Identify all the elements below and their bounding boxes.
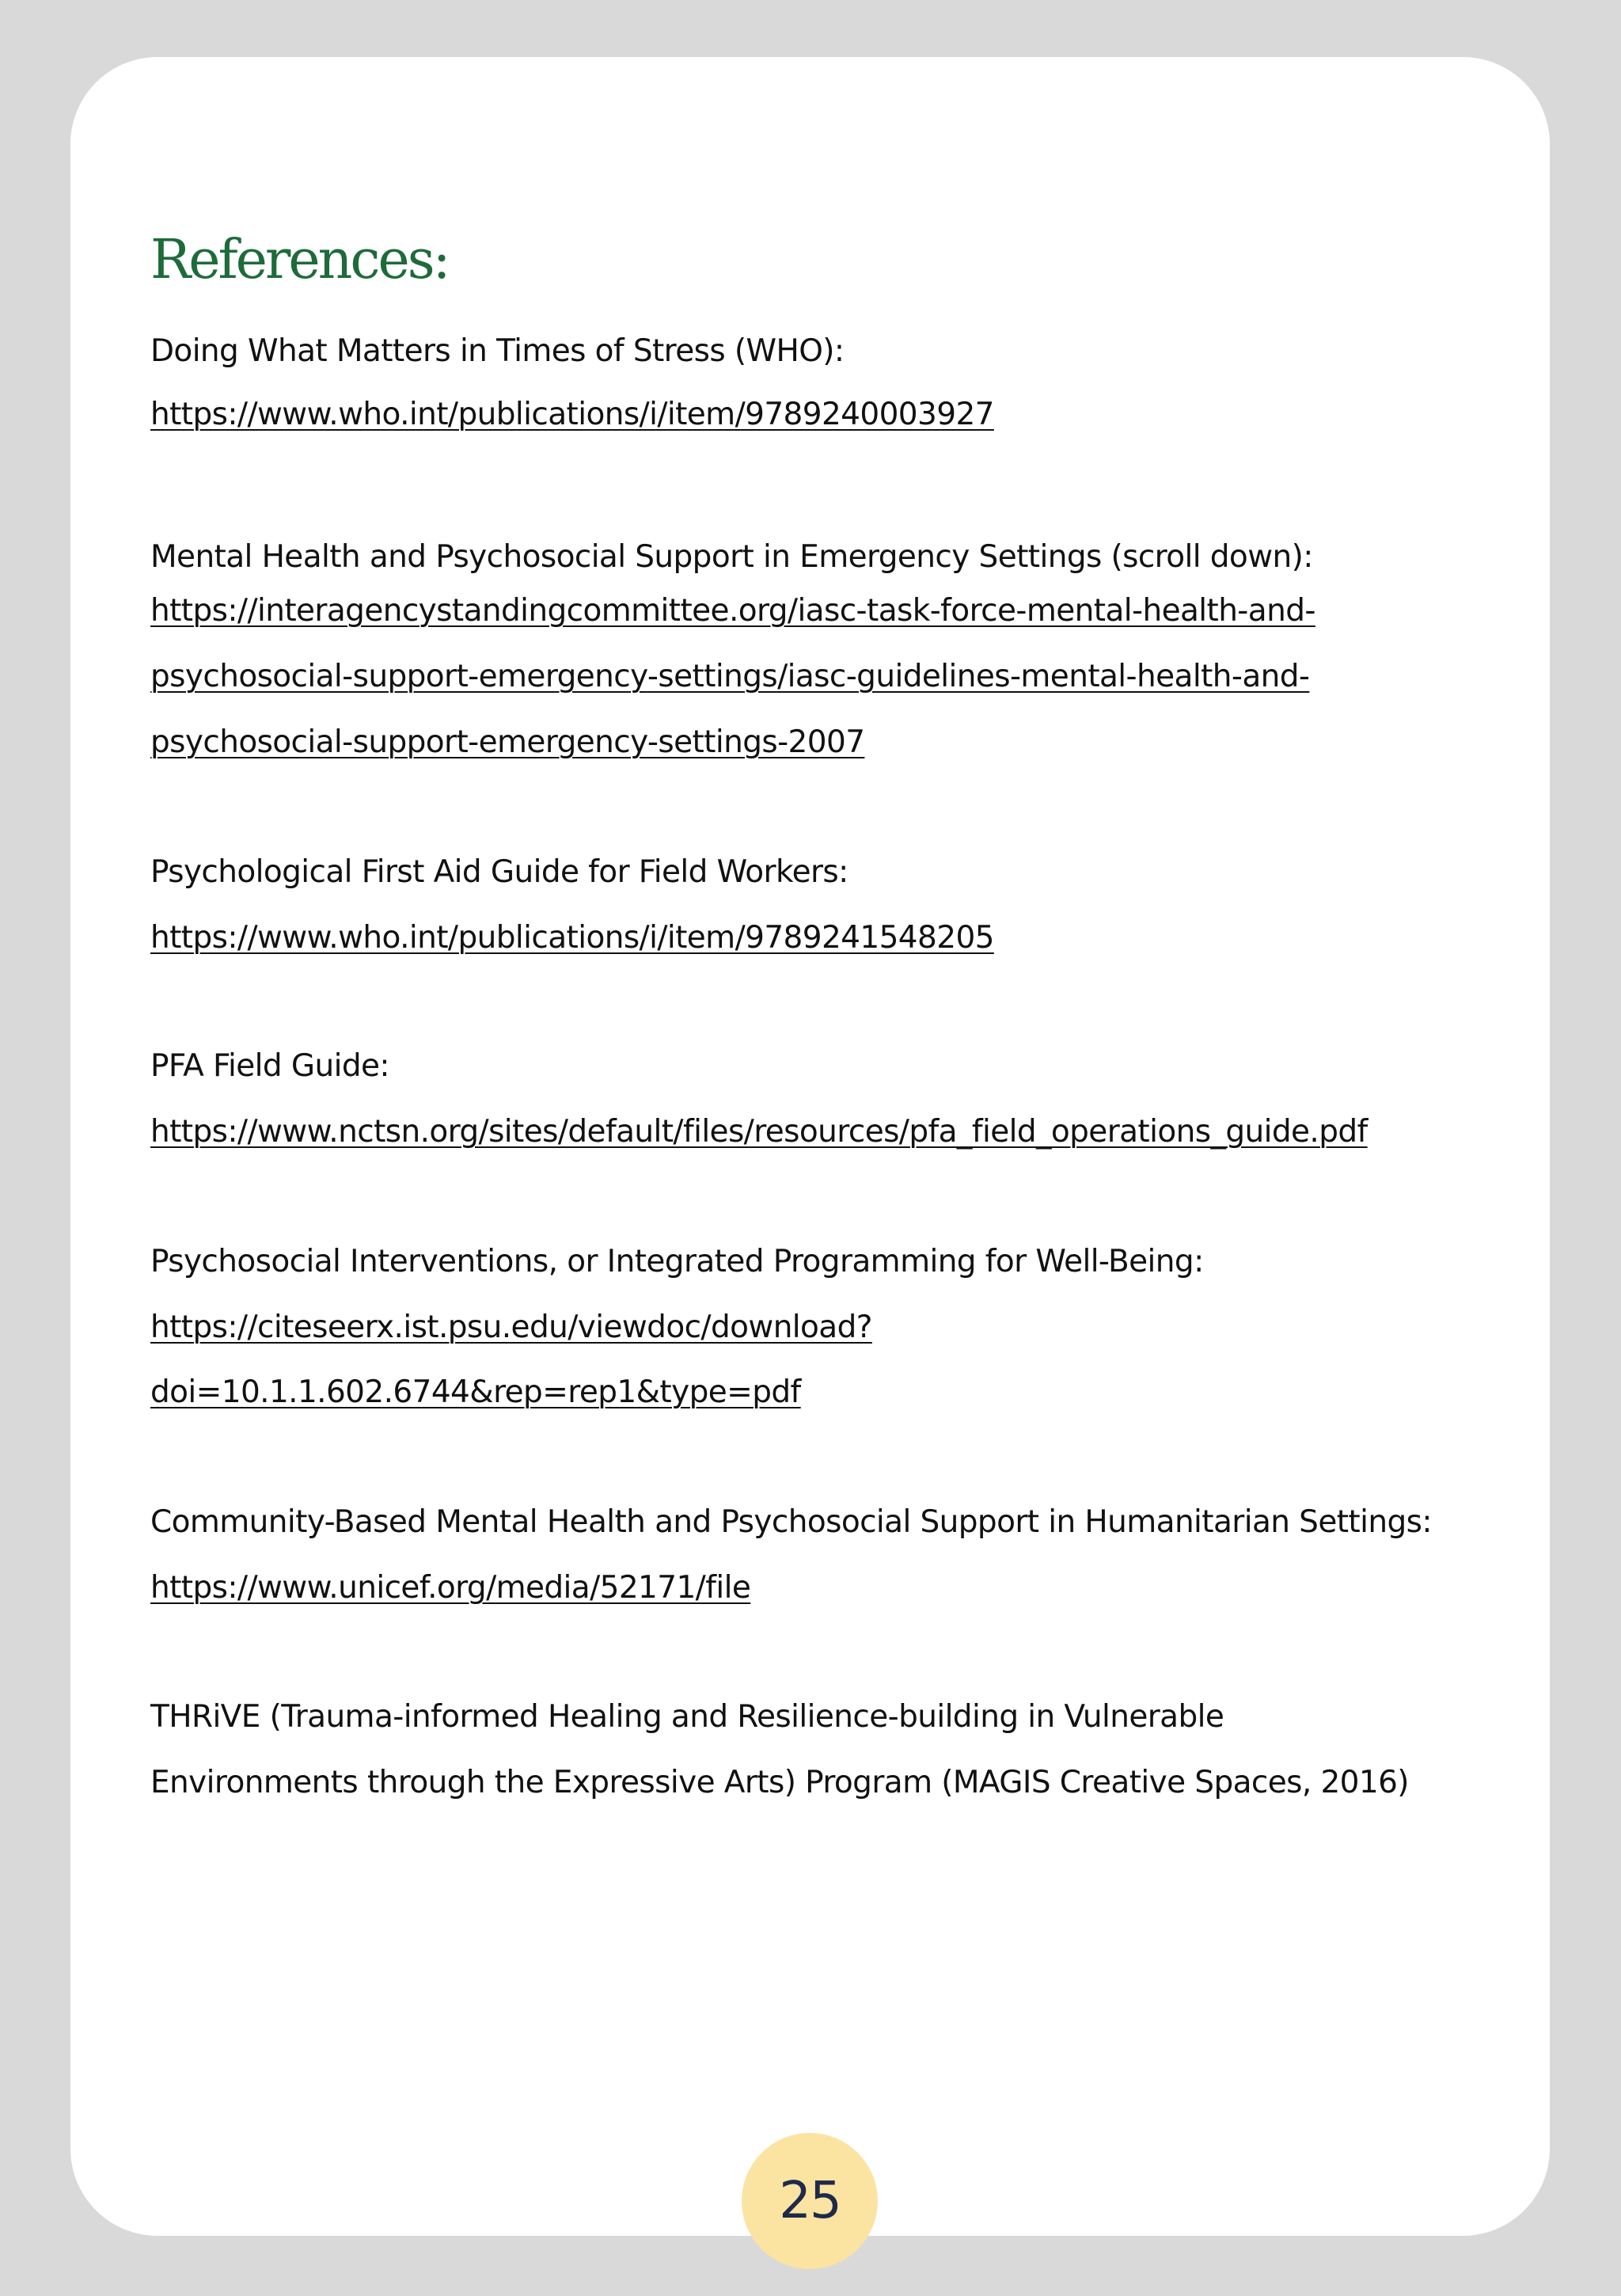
reference-link[interactable]: doi=10.1.1.602.6744&rep=rep1&type=pdf	[150, 1374, 801, 1410]
references-heading: References:	[150, 229, 449, 291]
reference-link[interactable]: https://www.who.int/publications/i/item/9789241548205	[150, 920, 994, 956]
reference-link[interactable]: https://www.unicef.org/media/52171/file	[150, 1570, 751, 1606]
reference-title: Psychosocial Interventions, or Integrated Programming for Well-Being:	[150, 1244, 1204, 1279]
reference-title: Community-Based Mental Health and Psychosocial Support in Humanitarian Settings:	[150, 1504, 1432, 1540]
reference-link[interactable]: https://citeseerx.ist.psu.edu/viewdoc/download?	[150, 1310, 872, 1345]
reference-link[interactable]: psychosocial-support-emergency-settings/iasc-guidelines-mental-health-and-	[150, 659, 1310, 694]
reference-link-line	[150, 592, 1315, 630]
reference-title: Mental Health and Psychosocial Support in Emergency Settings (scroll down):	[150, 539, 1313, 575]
page-number-badge: 25	[742, 2133, 878, 2269]
reference-link[interactable]: https://interagencystandingcommittee.org/iasc-task-force-mental-health-and-	[150, 593, 1315, 629]
reference-link-line	[150, 1374, 801, 1412]
reference-link-line	[150, 724, 864, 762]
reference-link[interactable]: psychosocial-support-emergency-settings-2007	[150, 724, 865, 760]
reference-link-line	[150, 396, 994, 434]
reference-link[interactable]: https://www.who.int/publications/i/item/9789240003927	[150, 397, 994, 432]
reference-title: THRiVE (Trauma-informed Healing and Resilience-building in Vulnerable	[150, 1699, 1224, 1735]
reference-link-line	[150, 1309, 872, 1347]
reference-title: Environments through the Expressive Arts) Program (MAGIS Creative Spaces, 2016)	[150, 1765, 1409, 1800]
reference-title: Psychological First Aid Guide for Field Workers:	[150, 854, 848, 890]
reference-link-line	[150, 1569, 750, 1607]
reference-link-line	[150, 1113, 1368, 1151]
reference-link-line	[150, 658, 1309, 696]
reference-link-line	[150, 919, 994, 957]
reference-title: Doing What Matters in Times of Stress (WHO):	[150, 333, 845, 369]
reference-link[interactable]: https://www.nctsn.org/sites/default/files/resources/pfa_field_operations_guide.pdf	[150, 1114, 1368, 1150]
reference-title: PFA Field Guide:	[150, 1048, 389, 1084]
